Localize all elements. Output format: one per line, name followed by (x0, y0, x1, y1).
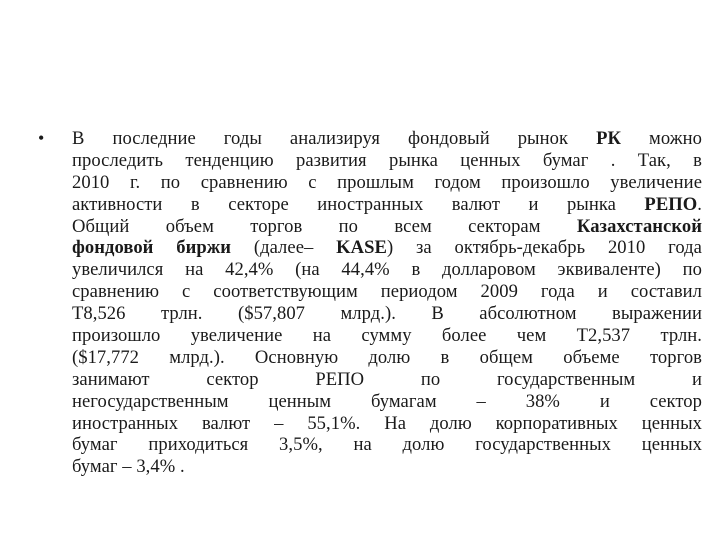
paragraph-text (72, 128, 702, 478)
paragraph-line (72, 325, 702, 347)
paragraph-line (72, 216, 702, 238)
paragraph-line (72, 128, 702, 150)
text-run: сравнению с соответствующим периодом 2009 года и составил (72, 281, 702, 303)
paragraph-line (72, 434, 702, 456)
bold-term: KASE (336, 237, 387, 259)
text-run: иностранных валют – 55,1%. На долю корпоративных ценных (72, 412, 702, 434)
bullet-marker: • (38, 128, 45, 148)
paragraph-line (72, 281, 702, 303)
text-run: активности в секторе иностранных валют и рынка (72, 193, 645, 215)
text-run: В последние годы анализируя фондовый рынок (72, 128, 597, 149)
text-run: ) за октябрь-декабрь 2010 года (386, 237, 702, 259)
bold-term: РЕПО (644, 193, 698, 215)
paragraph-line (72, 369, 702, 391)
paragraph-line (72, 194, 702, 216)
text-run: проследить тенденцию развития рынка ценных бумаг . Так, в (72, 149, 702, 171)
text-run: негосударственным ценным бумагам – 38% и сектор (72, 390, 702, 412)
paragraph-line (72, 150, 702, 172)
text-run: . (697, 193, 702, 215)
bold-term: фондовой биржи (72, 237, 232, 259)
bold-term: Казахстанской (576, 215, 702, 237)
bold-term: РК (596, 128, 622, 149)
paragraph-line (72, 237, 702, 259)
paragraph-line (72, 172, 702, 194)
text-run: увеличился на 42,4% (на 44,4% в долларовом эквиваленте) по (72, 259, 702, 281)
text-run: Общий объем торгов по всем секторам (72, 215, 577, 237)
text-run: Т8,526 трлн. ($57,807 млрд.). В абсолютном выражении (72, 303, 702, 325)
paragraph-line (72, 259, 702, 281)
paragraph-line (72, 456, 702, 478)
paragraph-line (72, 347, 702, 369)
text-run: ($17,772 млрд.). Основную долю в общем объеме торгов (72, 346, 702, 368)
text-run: 2010 г. по сравнению с прошлым годом произошло увеличение (72, 171, 702, 193)
text-run: бумаг – 3,4% . (72, 456, 185, 478)
text-run: бумаг приходиться 3,5%, на долю государственных ценных (72, 434, 702, 456)
text-run: произошло увеличение на сумму более чем Т2,537 трлн. (72, 325, 702, 347)
paragraph-line (72, 413, 702, 435)
text-run: занимают сектор РЕПО по государственным и (72, 368, 702, 390)
paragraph-line (72, 303, 702, 325)
paragraph-line (72, 391, 702, 413)
text-run: (далее– (231, 237, 337, 259)
text-run: можно (621, 128, 702, 149)
